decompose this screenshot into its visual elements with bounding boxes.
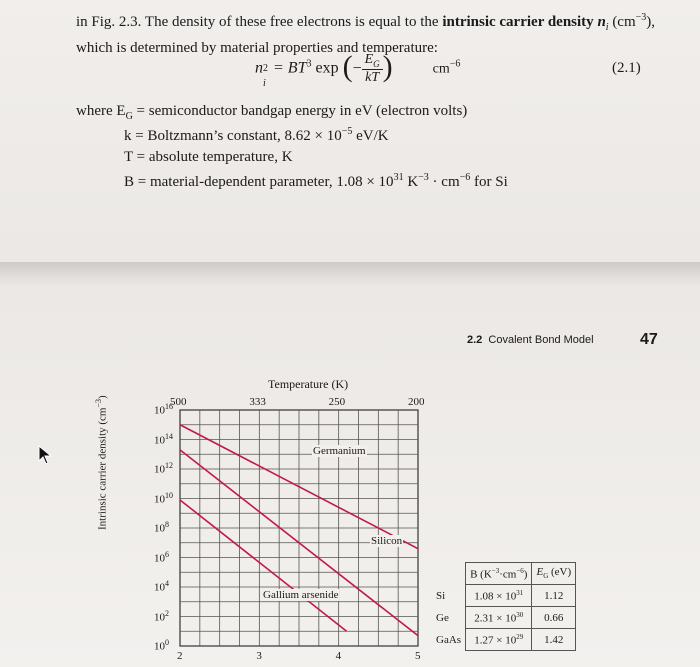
y-tick-label: $10^{14}$ xyxy=(154,431,173,447)
top-tick-label: 200 xyxy=(408,396,425,408)
def-k-pre: k = Boltzmann’s constant, 8.62 × 10 xyxy=(124,128,342,144)
def-eg-rest: = semiconductor bandgap energy in eV (electron volts) xyxy=(132,103,468,119)
y-tick-label: $10^0$ xyxy=(154,638,169,653)
def-b-sup1: 31 xyxy=(393,172,404,183)
x-tick-label: 2 xyxy=(177,650,183,662)
table-cell-b xyxy=(466,629,532,651)
th-eg-sub: G xyxy=(543,572,549,581)
table-cell-b xyxy=(466,607,532,629)
eq-numerator-sub: G xyxy=(373,58,380,69)
th-eg-text: E xyxy=(536,566,544,579)
y-tick-label: $10^4$ xyxy=(154,579,169,594)
y-axis-label xyxy=(94,395,109,530)
x-tick-label: 3 xyxy=(256,650,262,662)
eq-exp: exp xyxy=(311,59,339,77)
cell-b-exp: 29 xyxy=(516,632,524,641)
table-cell-eg: 1.42 xyxy=(532,629,576,651)
intro-unit-exp: −3 xyxy=(635,12,647,23)
eq-bt: = BT xyxy=(269,59,307,77)
def-b-mid2: · cm xyxy=(428,174,460,190)
series-label: Silicon xyxy=(371,535,403,547)
th-b-mid: ·cm xyxy=(499,568,517,581)
intro-text: in Fig. 2.3. The density of these free electrons is equal to the xyxy=(76,14,443,30)
cell-b-base: 1.27 × 10 xyxy=(474,634,517,647)
y-tick-label: $10^{16}$ xyxy=(154,402,173,417)
table-cell-eg: 1.12 xyxy=(532,585,576,607)
table-header-b xyxy=(466,563,532,585)
table-row xyxy=(432,629,576,651)
definition-t: T = absolute temperature, K xyxy=(124,149,293,165)
def-b-sup2: −3 xyxy=(418,172,429,183)
y-axis-label-text: Intrinsic carrier density (cm xyxy=(96,407,109,530)
y-axis-label-exp: −3 xyxy=(94,399,103,408)
th-b-sup2: −6 xyxy=(516,566,524,575)
cell-b-base: 1.08 × 10 xyxy=(474,590,517,603)
eq-denominator: kT xyxy=(365,69,380,85)
header-title: Covalent Bond Model xyxy=(488,334,594,346)
eq-lhs: n xyxy=(255,59,263,77)
th-eg-end: (eV) xyxy=(548,566,572,579)
intro-symbol-sub: i xyxy=(605,22,609,33)
y-tick-label: $10^8$ xyxy=(154,520,169,535)
cell-b-base: 2.31 × 10 xyxy=(474,612,517,625)
x-tick-label: 5 xyxy=(415,650,421,662)
def-k-rest: eV/K xyxy=(352,128,389,144)
y-axis-label-end: ) xyxy=(96,395,109,399)
def-eg-sub: G xyxy=(125,111,133,122)
intro-unit: (cm xyxy=(608,14,636,30)
mouse-pointer-icon xyxy=(38,445,54,465)
table-header-eg xyxy=(532,563,576,585)
equation-2-1: n 2 i = $BT^3$ exp (− $\frac{E_G}{kT}$ ) $cm^{-6}$ xyxy=(255,50,461,89)
series-label: Germanium xyxy=(313,445,366,457)
intro-symbol: n xyxy=(593,14,606,30)
y-tick-label: $10^6$ xyxy=(154,549,169,565)
def-b-sup3: −6 xyxy=(459,172,471,183)
eq-t-sup: 3 xyxy=(306,58,312,70)
y-tick-label: $10^{12}$ xyxy=(154,461,173,476)
eq-lhs-sup: 2 xyxy=(263,62,268,74)
th-b-end: ) xyxy=(523,568,528,581)
table-header-row xyxy=(432,563,576,585)
series-line xyxy=(180,500,347,631)
eq-unit: cm xyxy=(432,61,450,77)
def-k-sup: −5 xyxy=(341,126,353,137)
table-row-material: Ge xyxy=(436,611,449,624)
eq-unit-sup: −6 xyxy=(449,58,461,70)
top-axis-label: Temperature (K) xyxy=(268,377,349,391)
header-section: 2.2 xyxy=(467,334,483,346)
table-row xyxy=(432,607,576,629)
cell-b-exp: 30 xyxy=(516,610,524,619)
table-row xyxy=(432,585,576,607)
table-corner xyxy=(432,563,466,585)
top-tick-label: 333 xyxy=(249,396,266,408)
def-b-pre: B = material-dependent parameter, 1.08 × 10 xyxy=(124,174,394,190)
table-row-material: GaAs xyxy=(436,633,462,646)
intro-bold-term: intrinsic carrier density xyxy=(442,14,594,30)
x-tick-label: 4 xyxy=(335,650,342,662)
top-tick-label: 500 xyxy=(170,396,187,408)
table-cell-eg: 0.66 xyxy=(532,607,576,629)
def-b-mid: K xyxy=(403,174,419,190)
table-row-material: Si xyxy=(436,589,446,602)
eq-numerator: E xyxy=(364,52,374,68)
top-tick-label: 250 xyxy=(328,396,346,408)
intro-end: ), xyxy=(646,14,656,30)
intro-line-2: which is determined by material properties and temperature: xyxy=(76,40,438,56)
page-number: 47 xyxy=(640,331,658,348)
th-b-text: B (K xyxy=(470,568,492,581)
series-label: Gallium arsenide xyxy=(263,589,339,601)
table-cell-b xyxy=(466,585,532,607)
th-b-sup1: −3 xyxy=(491,566,500,575)
equation-number: (2.1) xyxy=(612,60,641,76)
y-tick-label: $10^{10}$ xyxy=(154,490,173,506)
def-b-rest: for Si xyxy=(470,174,508,190)
def-eg-pre: where E xyxy=(76,103,126,119)
material-parameter-table xyxy=(432,562,576,651)
y-tick-label: $10^2$ xyxy=(154,608,169,624)
eq-lhs-sub: i xyxy=(263,77,266,89)
cell-b-exp: 31 xyxy=(516,588,524,597)
